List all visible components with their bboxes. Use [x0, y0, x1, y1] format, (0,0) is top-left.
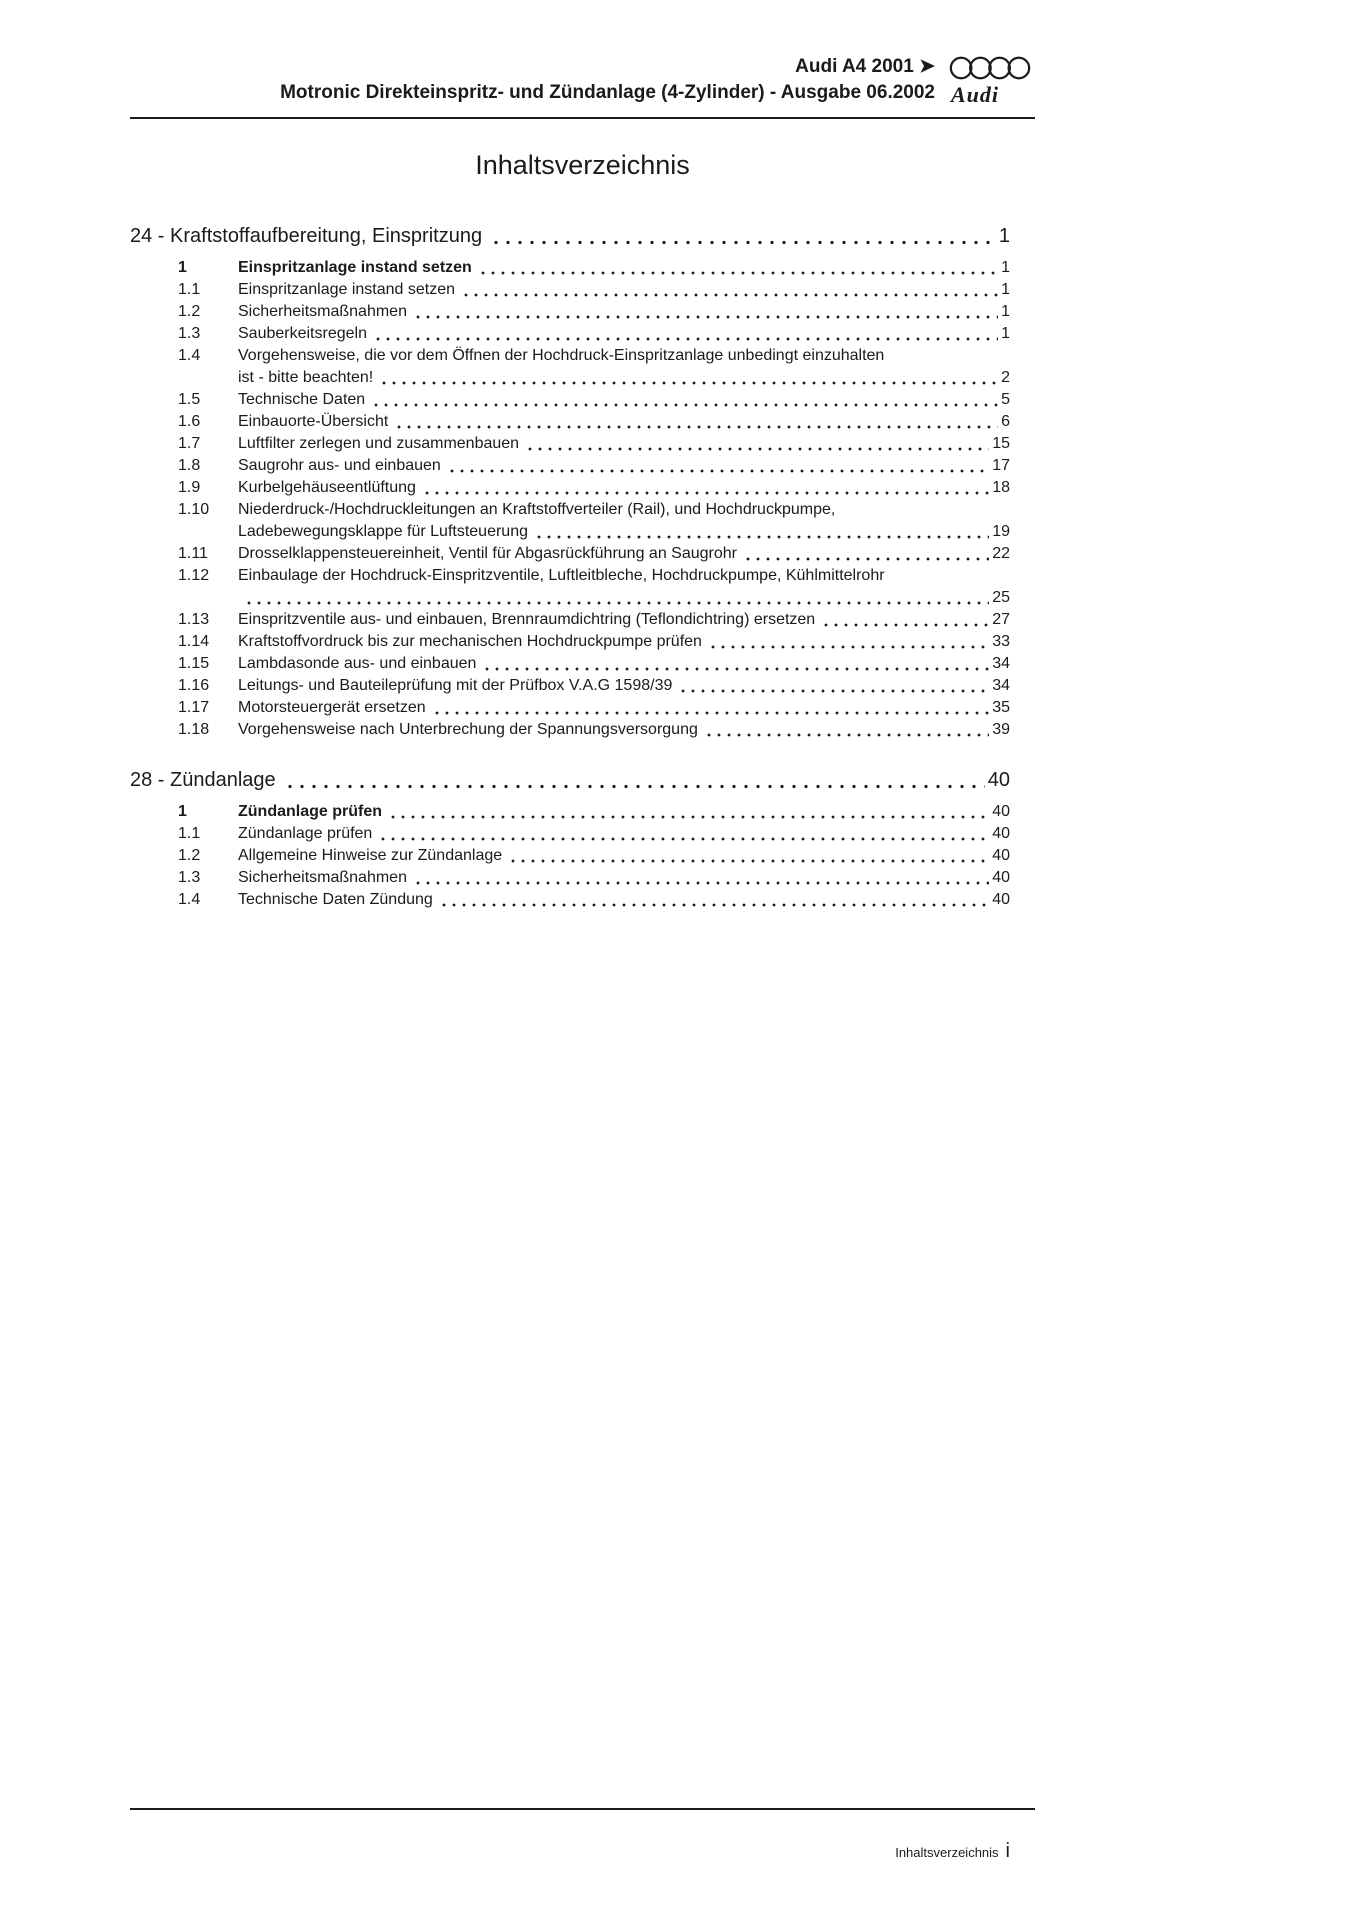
- entry-last-line: [238, 477, 1010, 499]
- page-title: Inhaltsverzeichnis: [475, 150, 690, 180]
- entry-title: Leitungs- und Bauteileprüfung mit der Prüfbox V.A.G 1598/39: [238, 677, 673, 694]
- entry-title: Kraftstoffvordruck bis zur mechanischen Hochdruckpumpe prüfen: [238, 633, 702, 650]
- dot-leader: [461, 293, 998, 297]
- entry-last-line: [238, 823, 1010, 845]
- toc-entry: [178, 389, 1010, 411]
- entry-body: [238, 719, 1010, 741]
- dot-leader: [371, 403, 998, 407]
- entry-number: 1.12: [178, 567, 210, 584]
- section-page-number: 1: [998, 225, 1010, 247]
- toc-entry: [178, 823, 1010, 845]
- entry-body: [238, 301, 1010, 323]
- entry-title: Saugrohr aus- und einbauen: [238, 457, 441, 474]
- dot-leader: [413, 881, 989, 885]
- entry-number: 1: [178, 259, 187, 276]
- dot-leader: [447, 469, 989, 473]
- entry-last-line: [238, 801, 1010, 823]
- entry-body: [238, 477, 1010, 499]
- entry-number: 1.16: [178, 677, 210, 694]
- entry-title: Einbauorte-Übersicht: [238, 413, 389, 430]
- header-text: [130, 54, 949, 106]
- entry-page-number: 40: [992, 847, 1010, 864]
- entry-title: Einspritzventile aus- und einbauen, Brennraumdichtring (Teflondichtring) ersetzen: [238, 611, 816, 628]
- entry-last-line: [238, 301, 1010, 323]
- entry-body: [238, 433, 1010, 455]
- footer-text: [130, 1840, 1035, 1863]
- dot-leader: [388, 815, 989, 819]
- toc-entry: [178, 565, 1010, 609]
- section-heading: [130, 221, 1010, 251]
- entry-body: [238, 279, 1010, 301]
- toc-entry: [178, 631, 1010, 653]
- toc-entry: [178, 543, 1010, 565]
- audi-wordmark: Audi: [951, 82, 1000, 107]
- entry-body: [238, 565, 1010, 609]
- entry-title: Luftfilter zerlegen und zusammenbauen: [238, 435, 520, 452]
- entry-number: 1.18: [178, 721, 210, 738]
- section-heading: [130, 765, 1010, 795]
- entry-page-number: 18: [992, 479, 1010, 496]
- section-label: 24 - Kraftstoffaufbereitung, Einspritzung: [130, 225, 483, 247]
- entry-body: [238, 801, 1010, 823]
- toc-entry: [178, 257, 1010, 279]
- entry-body: [238, 345, 1010, 389]
- toc-section: [130, 221, 1010, 741]
- header-divider: [130, 117, 1035, 119]
- footer-label: Inhaltsverzeichnis: [895, 1845, 999, 1860]
- entry-last-line: [238, 433, 1010, 455]
- entry-last-line: [238, 367, 1010, 389]
- entry-page-number: 33: [992, 633, 1010, 650]
- entry-title: Sicherheitsmaßnahmen: [238, 303, 407, 320]
- dot-leader: [478, 271, 998, 275]
- toc-entry: [178, 867, 1010, 889]
- entry-number: 1.2: [178, 303, 201, 320]
- entry-page-number: 1: [1001, 259, 1010, 276]
- entry-number: 1.11: [178, 545, 208, 562]
- entry-title-continued: Niederdruck-/Hochdruckleitungen an Kraftstoffverteiler (Rail), und Hochdruckpumpe,: [238, 501, 836, 518]
- entry-last-line: [238, 389, 1010, 411]
- dot-leader: [244, 601, 989, 605]
- entry-last-line: [238, 675, 1010, 697]
- entry-page-number: 40: [992, 825, 1010, 842]
- entry-page-number: 1: [1001, 281, 1010, 298]
- dot-leader: [508, 859, 989, 863]
- entry-page-number: 40: [992, 891, 1010, 908]
- entry-body: [238, 845, 1010, 867]
- entry-title: Technische Daten Zündung: [238, 891, 433, 908]
- entry-last-line: [238, 543, 1010, 565]
- toc-section: [130, 765, 1010, 911]
- entry-title: Sicherheitsmaßnahmen: [238, 869, 407, 886]
- section-label: 28 - Zündanlage: [130, 769, 276, 791]
- section-entries: [178, 257, 1010, 741]
- dot-leader: [708, 645, 989, 649]
- toc-entry: [178, 499, 1010, 543]
- entry-page-number: 6: [1001, 413, 1010, 430]
- entry-number: 1.17: [178, 699, 210, 716]
- dot-leader: [379, 381, 998, 385]
- entry-page-number: 27: [992, 611, 1010, 628]
- entry-body: [238, 697, 1010, 719]
- toc-entry: [178, 719, 1010, 741]
- entry-last-line: [238, 455, 1010, 477]
- entry-page-number: 2: [1001, 369, 1010, 386]
- toc-entry: [178, 697, 1010, 719]
- section-entries: [178, 801, 1010, 911]
- entry-number: 1.2: [178, 847, 201, 864]
- toc-entry: [178, 455, 1010, 477]
- entry-page-number: 34: [992, 677, 1010, 694]
- entry-page-number: 35: [992, 699, 1010, 716]
- toc-entry: [178, 279, 1010, 301]
- entry-number: 1.3: [178, 869, 201, 886]
- entry-title-continued: Vorgehensweise, die vor dem Öffnen der Hochdruck-Einspritzanlage unbedingt einzuhalten: [238, 347, 885, 364]
- entry-last-line: [238, 411, 1010, 433]
- toc-entry: [178, 675, 1010, 697]
- entry-body: [238, 631, 1010, 653]
- entry-title: Drosselklappensteuereinheit, Ventil für Abgasrückführung an Saugrohr: [238, 545, 737, 562]
- dot-leader: [482, 667, 989, 671]
- audi-rings-icon: [949, 54, 1031, 82]
- entry-body: [238, 867, 1010, 889]
- entry-last-line: [238, 609, 1010, 631]
- entry-last-line: [238, 697, 1010, 719]
- entry-number: 1.5: [178, 391, 201, 408]
- entry-title: ist - bitte beachten!: [238, 369, 374, 386]
- toc-entry: [178, 323, 1010, 345]
- entry-title: Motorsteuergerät ersetzen: [238, 699, 426, 716]
- entry-title: Sauberkeitsregeln: [238, 325, 367, 342]
- entry-number: 1.13: [178, 611, 210, 628]
- entry-number: 1.9: [178, 479, 201, 496]
- entry-last-line: [238, 521, 1010, 543]
- entry-number: 1.8: [178, 457, 201, 474]
- entry-body: [238, 609, 1010, 631]
- model-designation: Audi A4 2001 ➤: [795, 56, 935, 77]
- toc-entry: [178, 345, 1010, 389]
- dot-leader: [373, 337, 998, 341]
- entry-title: Einspritzanlage instand setzen: [238, 281, 456, 298]
- toc-entry: [178, 433, 1010, 455]
- entry-title: Zündanlage prüfen: [238, 825, 373, 842]
- toc-entry: [178, 889, 1010, 911]
- entry-page-number: 22: [992, 545, 1010, 562]
- entry-body: [238, 257, 1010, 279]
- toc-entry: [178, 609, 1010, 631]
- toc-entry: [178, 477, 1010, 499]
- entry-title: Einspritzanlage instand setzen: [238, 259, 472, 276]
- entry-body: [238, 455, 1010, 477]
- entry-body: [238, 411, 1010, 433]
- entry-last-line: [238, 587, 1010, 609]
- entry-last-line: [238, 845, 1010, 867]
- dot-leader: [413, 315, 998, 319]
- entry-body: [238, 323, 1010, 345]
- toc-entry: [178, 801, 1010, 823]
- dot-leader: [378, 837, 989, 841]
- entry-title-continued: Einbaulage der Hochdruck-Einspritzventile, Luftleitbleche, Hochdruckpumpe, Kühlmittelrohr: [238, 567, 885, 584]
- content-area: [130, 0, 1035, 911]
- brand-logos: [949, 54, 1035, 107]
- entry-last-line: [238, 867, 1010, 889]
- entry-number: 1.10: [178, 501, 210, 518]
- dot-leader: [704, 733, 989, 737]
- dot-leader: [439, 903, 989, 907]
- entry-body: [238, 823, 1010, 845]
- dot-leader: [394, 425, 998, 429]
- entry-page-number: 17: [992, 457, 1010, 474]
- entry-page-number: 5: [1001, 391, 1010, 408]
- document-title: Motronic Direkteinspritz- und Zündanlage (4-Zylinder) - Ausgabe 06.2002: [280, 82, 935, 103]
- entry-title: Zündanlage prüfen: [238, 803, 382, 820]
- toc-entry: [178, 301, 1010, 323]
- entry-number: 1: [178, 803, 187, 820]
- entry-title: Technische Daten: [238, 391, 366, 408]
- toc-entry: [178, 653, 1010, 675]
- dot-leader: [678, 689, 989, 693]
- entry-last-line: [238, 631, 1010, 653]
- entry-page-number: 25: [992, 589, 1010, 606]
- entry-page-number: 15: [992, 435, 1010, 452]
- entry-number: 1.4: [178, 347, 201, 364]
- dot-leader: [821, 623, 989, 627]
- entry-number: 1.6: [178, 413, 201, 430]
- entry-body: [238, 889, 1010, 911]
- entry-last-line: [238, 719, 1010, 741]
- entry-number: 1.7: [178, 435, 201, 452]
- entry-body: [238, 543, 1010, 565]
- entry-number: 1.14: [178, 633, 210, 650]
- dot-leader: [490, 240, 996, 245]
- entry-last-line: [238, 653, 1010, 675]
- entry-number: 1.4: [178, 891, 201, 908]
- toc-entry: [178, 845, 1010, 867]
- entry-body: [238, 499, 1010, 543]
- entry-title: Ladebewegungsklappe für Luftsteuerung: [238, 523, 528, 540]
- entry-page-number: 39: [992, 721, 1010, 738]
- page-footer: [130, 1808, 1035, 1863]
- entry-last-line: [238, 279, 1010, 301]
- entry-page-number: 1: [1001, 303, 1010, 320]
- entry-body: [238, 389, 1010, 411]
- entry-title: Allgemeine Hinweise zur Zündanlage: [238, 847, 503, 864]
- toc-entry: [178, 411, 1010, 433]
- dot-leader: [743, 557, 989, 561]
- entry-number: 1.1: [178, 281, 201, 298]
- entry-page-number: 19: [992, 523, 1010, 540]
- entry-title: Lambdasonde aus- und einbauen: [238, 655, 477, 672]
- dot-leader: [284, 784, 985, 789]
- entry-title: Kurbelgehäuseentlüftung: [238, 479, 416, 496]
- dot-leader: [534, 535, 989, 539]
- footer-page-number: i: [1005, 1840, 1010, 1862]
- dot-leader: [525, 447, 989, 451]
- entry-page-number: 34: [992, 655, 1010, 672]
- entry-body: [238, 653, 1010, 675]
- entry-number: 1.3: [178, 325, 201, 342]
- toc: [130, 221, 1010, 911]
- entry-page-number: 40: [992, 803, 1010, 820]
- entry-number: 1.15: [178, 655, 210, 672]
- entry-last-line: [238, 889, 1010, 911]
- entry-number: 1.1: [178, 825, 201, 842]
- footer-divider: [130, 1808, 1035, 1810]
- entry-page-number: 40: [992, 869, 1010, 886]
- entry-last-line: [238, 323, 1010, 345]
- entry-last-line: [238, 257, 1010, 279]
- page-header: [130, 54, 1035, 107]
- entry-body: [238, 675, 1010, 697]
- section-page-number: 40: [987, 769, 1010, 791]
- dot-leader: [422, 491, 989, 495]
- entry-page-number: 1: [1001, 325, 1010, 342]
- entry-title: Vorgehensweise nach Unterbrechung der Spannungsversorgung: [238, 721, 698, 738]
- dot-leader: [432, 711, 990, 715]
